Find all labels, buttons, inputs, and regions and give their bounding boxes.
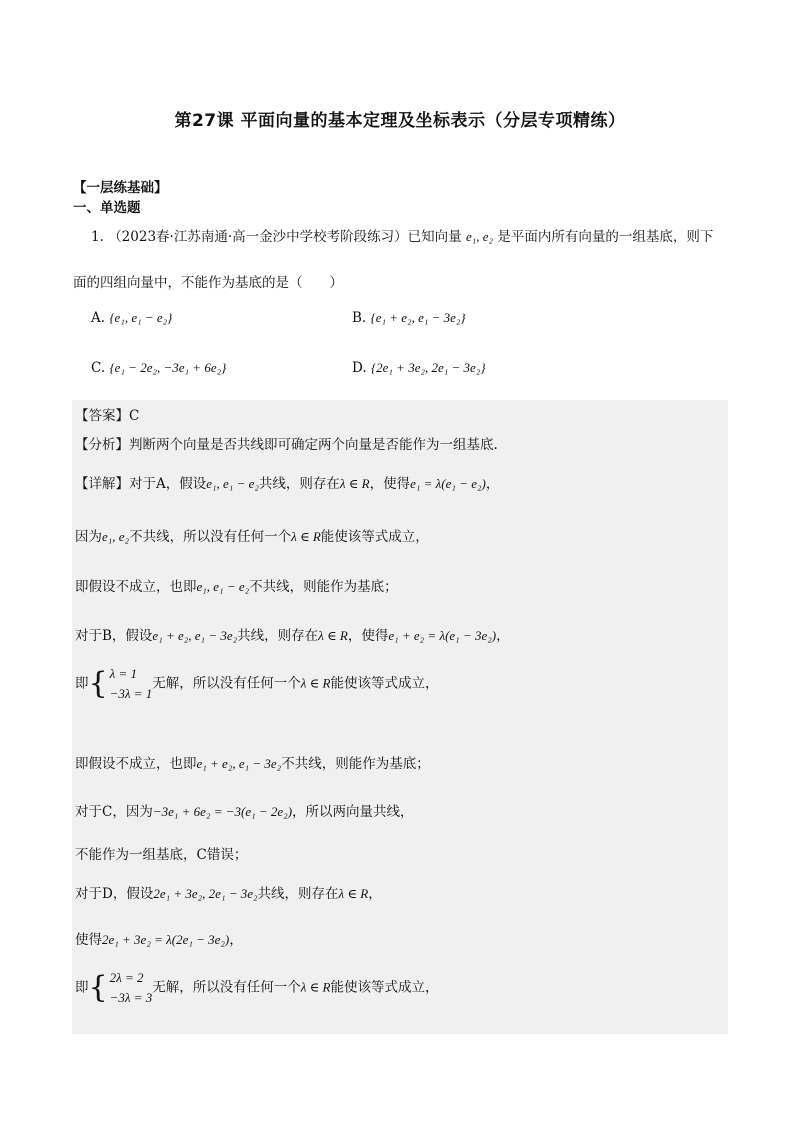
math: e₁ + e₂, e₁ − 3e₂ [152, 628, 238, 643]
option-c[interactable] [91, 360, 226, 376]
option-b-label: B. [352, 310, 367, 326]
text: ， [496, 628, 510, 644]
text: 即假设不成立，也即 [75, 756, 197, 772]
equation: −3λ = 1 [109, 686, 153, 701]
text: 使得 [75, 932, 102, 948]
equation: −3λ = 3 [109, 990, 153, 1005]
option-b[interactable] [352, 310, 466, 326]
text: 即假设不成立，也即 [75, 579, 197, 595]
question-vectors: e₁, e₂ [465, 229, 494, 244]
math: 2e₁ + 3e₂, 2e₁ − 3e₂ [153, 886, 258, 901]
math: e₁, e₁ − e₂ [196, 579, 250, 594]
text: 共线，则存在 [258, 476, 340, 492]
text: 能使该等式成立， [320, 529, 429, 545]
text: 能使该等式成立， [330, 675, 439, 692]
detail-d-line-2 [75, 928, 243, 948]
equation-system [110, 968, 153, 1008]
math: λ ∈ R [338, 886, 369, 901]
option-b-math: {e₁ + e₂, e₁ − 3e₂} [370, 310, 466, 325]
option-d[interactable] [352, 360, 486, 376]
answer-line: 【答案】C [75, 408, 140, 424]
text: 共线，则存在 [257, 886, 339, 902]
left-brace-icon: { [88, 666, 108, 701]
text: 不共线，则能作为基底； [281, 756, 430, 772]
text: 因为 [75, 529, 102, 545]
math: λ ∈ R [300, 675, 331, 691]
question-line-2: 面的四组向量中，不能作为基底的是（ ） [73, 275, 343, 291]
text: 不共线，所以没有任何一个 [129, 529, 292, 545]
detail-a-line-2 [75, 525, 429, 545]
option-c-math: {e₁ − 2e₂, −3e₁ + 6e₂} [109, 360, 227, 375]
math: e₁ = λ(e₁ − e₂) [410, 476, 486, 491]
detail-tag: 【详解】 [75, 476, 129, 492]
option-d-math: {2e₁ + 3e₂, 2e₁ − 3e₂} [370, 360, 486, 375]
text: ，使得 [347, 628, 389, 644]
analysis-line: 【分析】判断两个向量是否共线即可确定两个向量是否能作为一组基底. [75, 437, 498, 453]
question-number: 1. [91, 229, 104, 245]
detail-b-line-1 [75, 624, 510, 644]
text: 对于D，假设 [75, 886, 154, 902]
equation: λ = 1 [109, 666, 137, 681]
text: 无解，所以没有任何一个 [152, 979, 301, 996]
text: ，使得 [369, 476, 411, 492]
math: λ ∈ R [339, 476, 370, 491]
detail-d-line-3 [75, 968, 438, 1008]
text: 对于B，假设 [75, 628, 153, 644]
option-a[interactable] [91, 310, 172, 326]
option-a-math: {e₁, e₁ − e₂} [109, 310, 173, 325]
page-title: 第27课 平面向量的基本定理及坐标表示（分层专项精练） [174, 111, 626, 131]
math: λ ∈ R [300, 979, 331, 995]
math: λ ∈ R [318, 628, 348, 643]
math: e₁, e₁ − e₂ [206, 476, 259, 491]
section-heading: 【一层练基础】 [73, 180, 168, 196]
detail-a-line-1 [75, 472, 499, 492]
text: 无解，所以没有任何一个 [152, 675, 301, 692]
text: ， [368, 886, 382, 902]
detail-b-line-3 [75, 752, 430, 772]
text: ， [485, 476, 500, 492]
question-stem: 是平面内所有向量的一组基底，则下 [497, 229, 714, 245]
math: 2e₁ + 3e₂ = λ(2e₁ − 3e₂) [102, 932, 230, 947]
math: e₁ + e₂, e₁ − 3e₂ [196, 756, 282, 771]
question-line-1 [91, 225, 713, 245]
text: 共线，则存在 [237, 628, 319, 644]
option-c-label: C. [91, 360, 106, 376]
equation: 2λ = 2 [109, 970, 144, 985]
detail-a-line-3 [75, 575, 398, 595]
text: 即 [75, 675, 89, 692]
text: 即 [75, 979, 89, 996]
text: ，所以两向量共线， [292, 804, 414, 820]
detail-c-line-2: 不能作为一组基底，C错误； [75, 847, 248, 863]
left-brace-icon: { [88, 970, 108, 1005]
option-a-label: A. [91, 310, 106, 326]
detail-c-line-1 [75, 800, 414, 820]
text: 对于A，假设 [129, 476, 207, 492]
equation-system [110, 664, 153, 704]
option-d-label: D. [352, 360, 367, 376]
subsection-heading: 一、单选题 [73, 200, 141, 216]
text: ， [229, 932, 243, 948]
text: 不共线，则能作为基底； [249, 579, 398, 595]
detail-b-line-2 [75, 664, 438, 704]
math: e₁, e₂ [102, 529, 130, 544]
question-source: （2023春·江苏南通·高一金沙中学校考阶段练习）已知向量 [108, 229, 462, 245]
detail-d-line-1 [75, 882, 382, 902]
text: 对于C，因为 [75, 804, 153, 820]
math: λ ∈ R [291, 529, 321, 544]
text: 能使该等式成立， [330, 979, 439, 996]
math: e₁ + e₂ = λ(e₁ − 3e₂) [388, 628, 497, 643]
math: −3e₁ + 6e₂ = −3(e₁ − 2e₂) [152, 804, 293, 819]
